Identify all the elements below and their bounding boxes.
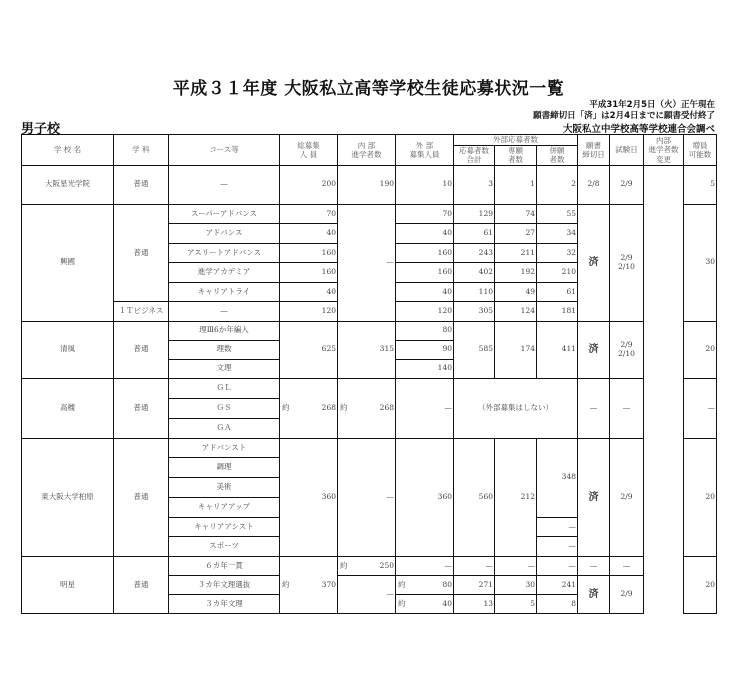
applicant-total: 305	[454, 302, 495, 322]
exclusive: 1	[495, 165, 537, 204]
increase: 5	[684, 165, 717, 204]
header-external: 外 部 募集人員	[396, 135, 454, 166]
increase: 20	[684, 321, 717, 378]
dept: 普通	[114, 165, 169, 204]
total-capacity: 120	[280, 302, 338, 322]
school-name: 明星	[22, 556, 114, 613]
applicant-total: 585	[454, 321, 495, 378]
header-school: 学 校 名	[22, 135, 114, 166]
parallel: —	[537, 517, 578, 537]
header-deadline: 願書 締切日	[578, 135, 610, 166]
course: アドバンスト	[169, 438, 280, 458]
parallel: 32	[537, 243, 578, 263]
exclusive: 174	[495, 321, 537, 378]
external: 160	[396, 263, 454, 283]
applicant-total: 110	[454, 282, 495, 302]
deadline: 2/8	[578, 165, 610, 204]
document-title: 平成３１年度 大阪私立高等学校生徒応募状況一覧	[172, 79, 565, 99]
total-capacity: 約 370	[280, 556, 338, 613]
parallel: 61	[537, 282, 578, 302]
school-name: 興國	[22, 204, 114, 321]
no-external-recruitment-note: （外部募集はしない）	[454, 378, 578, 438]
dept: 普通	[114, 321, 169, 378]
total-capacity: 625	[280, 321, 338, 378]
table-row	[22, 321, 717, 340]
parallel: 8	[537, 594, 578, 613]
increase: 20	[684, 438, 717, 556]
exclusive: 211	[495, 243, 537, 263]
deadline: —	[578, 378, 610, 438]
dept: 普通	[114, 204, 169, 302]
increase: 20	[684, 556, 717, 613]
total-capacity: 160	[280, 243, 338, 263]
header-exam-date: 試験日	[610, 135, 644, 166]
internal: 約 268	[338, 378, 396, 438]
deadline-note: 願書締切日「済」は2月4日までに願書受付終了	[533, 111, 715, 121]
parallel: 181	[537, 302, 578, 322]
header-applicant-total: 応募者数 合計	[454, 146, 495, 166]
external: 10	[396, 165, 454, 204]
course: 美術	[169, 478, 280, 498]
course: ＧＬ	[169, 378, 280, 398]
total-capacity: 40	[280, 224, 338, 244]
external: 約 80	[396, 575, 454, 594]
course: アスリートアドバンス	[169, 243, 280, 263]
applicant-total: 243	[454, 243, 495, 263]
increase: 30	[684, 204, 717, 321]
external: 40	[396, 282, 454, 302]
header-parallel: 併願 者数	[537, 146, 578, 166]
internal: —	[338, 438, 396, 556]
total-capacity: 40	[280, 282, 338, 302]
course: 進学アカデミア	[169, 263, 280, 283]
header-row	[22, 135, 717, 146]
applicant-total: 271	[454, 575, 495, 594]
application-status-table	[21, 134, 717, 614]
course: キャリアアシスト	[169, 517, 280, 537]
as-of-date: 平成31年2月5日（火）正午現在	[589, 100, 715, 110]
header-internal: 内 部 進学者数	[338, 135, 396, 166]
exclusive: 30	[495, 575, 537, 594]
applicant-total: 402	[454, 263, 495, 283]
course: スポーツ	[169, 537, 280, 557]
course: スーパーアドバンス	[169, 204, 280, 224]
applicant-total: 3	[454, 165, 495, 204]
deadline-done-mark: 済	[578, 575, 610, 613]
school-name: 清風	[22, 321, 114, 378]
exclusive: 212	[495, 438, 537, 556]
internal: —	[338, 575, 396, 613]
course: 理Ⅲ6か年編入	[169, 321, 280, 340]
external: 140	[396, 359, 454, 378]
table-row	[22, 438, 717, 458]
table-row	[22, 556, 717, 575]
exclusive: 27	[495, 224, 537, 244]
course: キャリアアップ	[169, 497, 280, 517]
internal-change-column	[644, 165, 684, 613]
external: 70	[396, 204, 454, 224]
header-internal-change: 内部 進学者数 変更	[644, 135, 684, 166]
course: アドバンス	[169, 224, 280, 244]
course: キャリアトライ	[169, 282, 280, 302]
parallel: 241	[537, 575, 578, 594]
parallel: 348	[537, 438, 578, 517]
school-name: 高槻	[22, 378, 114, 438]
course: ３カ年文理選抜	[169, 575, 280, 594]
exclusive: 74	[495, 204, 537, 224]
dept: １Ｔビジネス	[114, 302, 169, 322]
data-source: 大阪私立中学校高等学校連合会調べ	[562, 124, 715, 135]
total-capacity: 160	[280, 263, 338, 283]
exclusive: —	[495, 556, 537, 575]
course: ６カ年一貫	[169, 556, 280, 575]
course: ３カ年文理	[169, 594, 280, 613]
parallel: —	[537, 537, 578, 557]
course: —	[169, 302, 280, 322]
applicant-total: 560	[454, 438, 495, 556]
dept: 普通	[114, 556, 169, 613]
external: 約 40	[396, 594, 454, 613]
external: —	[396, 378, 454, 438]
total-capacity: 70	[280, 204, 338, 224]
deadline-done-mark: 済	[578, 321, 610, 378]
course: ＧＡ	[169, 418, 280, 438]
total-capacity: 約 268	[280, 378, 338, 438]
external: 360	[396, 438, 454, 556]
parallel: 34	[537, 224, 578, 244]
exclusive: 192	[495, 263, 537, 283]
parallel: 210	[537, 263, 578, 283]
header-course: コース等	[169, 135, 280, 166]
external: 80	[396, 321, 454, 340]
applicant-total: 13	[454, 594, 495, 613]
applicant-total: —	[454, 556, 495, 575]
table-row	[22, 378, 717, 398]
deadline-done-mark: 済	[578, 438, 610, 556]
exam-date: 2/9 2/10	[610, 321, 644, 378]
table-row	[22, 204, 717, 224]
course: 理数	[169, 340, 280, 359]
exclusive: 124	[495, 302, 537, 322]
exclusive: 5	[495, 594, 537, 613]
header-dept: 学 科	[114, 135, 169, 166]
exam-date: —	[610, 556, 644, 575]
internal: 315	[338, 321, 396, 378]
external: 90	[396, 340, 454, 359]
exam-date: 2/9	[610, 438, 644, 556]
internal: 約 250	[338, 556, 396, 575]
course: —	[169, 165, 280, 204]
dept: 普通	[114, 378, 169, 438]
exam-date: 2/9 2/10	[610, 204, 644, 321]
total-capacity: 200	[280, 165, 338, 204]
internal: 190	[338, 165, 396, 204]
parallel: 411	[537, 321, 578, 378]
internal: —	[338, 204, 396, 321]
external: 160	[396, 243, 454, 263]
parallel: 2	[537, 165, 578, 204]
exam-date: 2/9	[610, 165, 644, 204]
course: ＧＳ	[169, 398, 280, 418]
external: —	[396, 556, 454, 575]
section-title-boys-schools: 男子校	[21, 122, 61, 137]
external: 120	[396, 302, 454, 322]
header-increase: 増員 可能数	[684, 135, 717, 166]
table-row	[22, 165, 717, 204]
deadline-done-mark: 済	[578, 204, 610, 321]
course: 文理	[169, 359, 280, 378]
dept: 普通	[114, 438, 169, 556]
applicant-total: 129	[454, 204, 495, 224]
increase: —	[684, 378, 717, 438]
applicant-total: 61	[454, 224, 495, 244]
total-capacity: 360	[280, 438, 338, 556]
external: 40	[396, 224, 454, 244]
parallel: 55	[537, 204, 578, 224]
parallel: —	[537, 556, 578, 575]
course: 調理	[169, 458, 280, 478]
deadline: —	[578, 556, 610, 575]
exclusive: 49	[495, 282, 537, 302]
header-external-applicants: 外部応募者数	[454, 135, 578, 146]
header-exclusive: 専願 者数	[495, 146, 537, 166]
exam-date: 2/9	[610, 575, 644, 613]
exam-date: —	[610, 378, 644, 438]
header-total-capacity: 総募集 人 員	[280, 135, 338, 166]
school-name: 東大阪大学柏原	[22, 438, 114, 556]
school-name: 大阪星光学院	[22, 165, 114, 204]
